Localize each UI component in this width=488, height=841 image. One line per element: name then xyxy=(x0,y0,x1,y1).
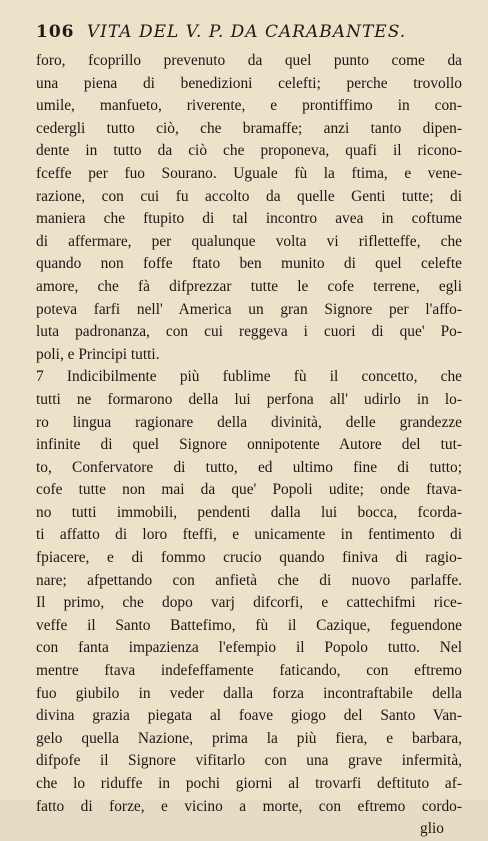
text-line: Il primo, che dopo varj difcorfi, e cattechifmi rice- xyxy=(36,594,462,612)
text-line: fpiacere, e di fommo crucio quando finiva di ragio- xyxy=(36,549,462,567)
text-line: gelo quella Nazione, prima la più fiera, e barbara, xyxy=(36,729,462,747)
running-title: VITA DEL V. P. DA CARABANTES. xyxy=(86,22,407,42)
text-line: 7 Indicibilmente più fublime fù il concetto, che xyxy=(36,368,462,386)
text-line: una piena di benedizioni celefti; perche trovollo xyxy=(36,74,462,92)
text-line: amore, che fà difprezzar tutte le cofe terrene, egli xyxy=(36,277,462,295)
text-line: cedergli tutto ciò, che bramaffe; anzi tanto dipen- xyxy=(36,119,462,137)
text-line: no tutti immobili, pendenti dalla lui bocca, fcorda- xyxy=(36,503,462,521)
text-line: veffe il Santo Battefimo, fù il Cazique, feguendone xyxy=(36,616,462,634)
catchword: glio xyxy=(420,820,444,838)
text-line: tutti ne formarono della lui perfona all' udirlo in lo- xyxy=(36,390,462,408)
text-line: cofe tutte non mai da que' Popoli udite; onde ftava- xyxy=(36,481,462,499)
text-line: che lo riduffe in pochi giorni al trovarfi deftituto af- xyxy=(36,775,462,792)
text-line: ti affatto di loro fteffi, e unicamente in fentimento di xyxy=(36,526,462,544)
text-line: dente in tutto da ciò che proponeva, quafi il ricono- xyxy=(36,142,462,160)
body-text xyxy=(36,50,462,841)
text-line: to, Confervatore di tutto, ed ultimo fine di tutto; xyxy=(36,458,462,476)
text-line: ro lingua ragionare della divinità, delle grandezze xyxy=(36,413,462,431)
text-line: divina grazia piegata al foave giogo del Santo Van- xyxy=(36,707,462,725)
text-line: maniera che ftupito di tal incontro avea in coftume xyxy=(36,210,462,228)
text-line: mentre ftava indefeffamente faticando, con eftremo xyxy=(36,662,462,680)
text-line: di affermare, per qualunque volta vi rifletteffe, che xyxy=(36,232,462,250)
text-line: poteva farfi nell' America un gran Signore per l'affo- xyxy=(36,300,462,318)
text-line: fceffe per fuo Sourano. Uguale fù la ftima, e vene- xyxy=(36,164,462,182)
text-line: nare; afpettando con anfietà che di nuovo parlaffe. xyxy=(36,571,462,589)
running-header xyxy=(36,22,466,42)
text-line: con fanta impazienza l'efempio il Popolo tutto. Nel xyxy=(36,639,462,657)
text-line: foro, fcoprillo prevenuto da quel punto come da xyxy=(36,52,462,69)
text-line: difpofe il Signore vifitarlo con una grave infermità, xyxy=(36,752,462,770)
page-number: 106 xyxy=(36,22,75,42)
text-line: fatto di forze, e vicino a morte, con eftremo cordo- xyxy=(36,797,462,815)
text-line: poli, e Principi tutti. xyxy=(36,345,160,363)
text-line: luta padronanza, con cui reggeva i cuori di que' Po- xyxy=(36,323,462,341)
text-line: umile, manfueto, riverente, e prontiffimo in con- xyxy=(36,97,462,115)
text-line: quando non foffe ftato ben munito di quel celefte xyxy=(36,255,462,273)
text-line: infinite di quel Signore onnipotente Autore del tut- xyxy=(36,436,462,454)
text-line: fuo giubilo in veder dalla forza incontraftabile della xyxy=(36,684,462,702)
text-line: razione, con cui fu accolto da quelle Genti tutte; di xyxy=(36,187,462,205)
